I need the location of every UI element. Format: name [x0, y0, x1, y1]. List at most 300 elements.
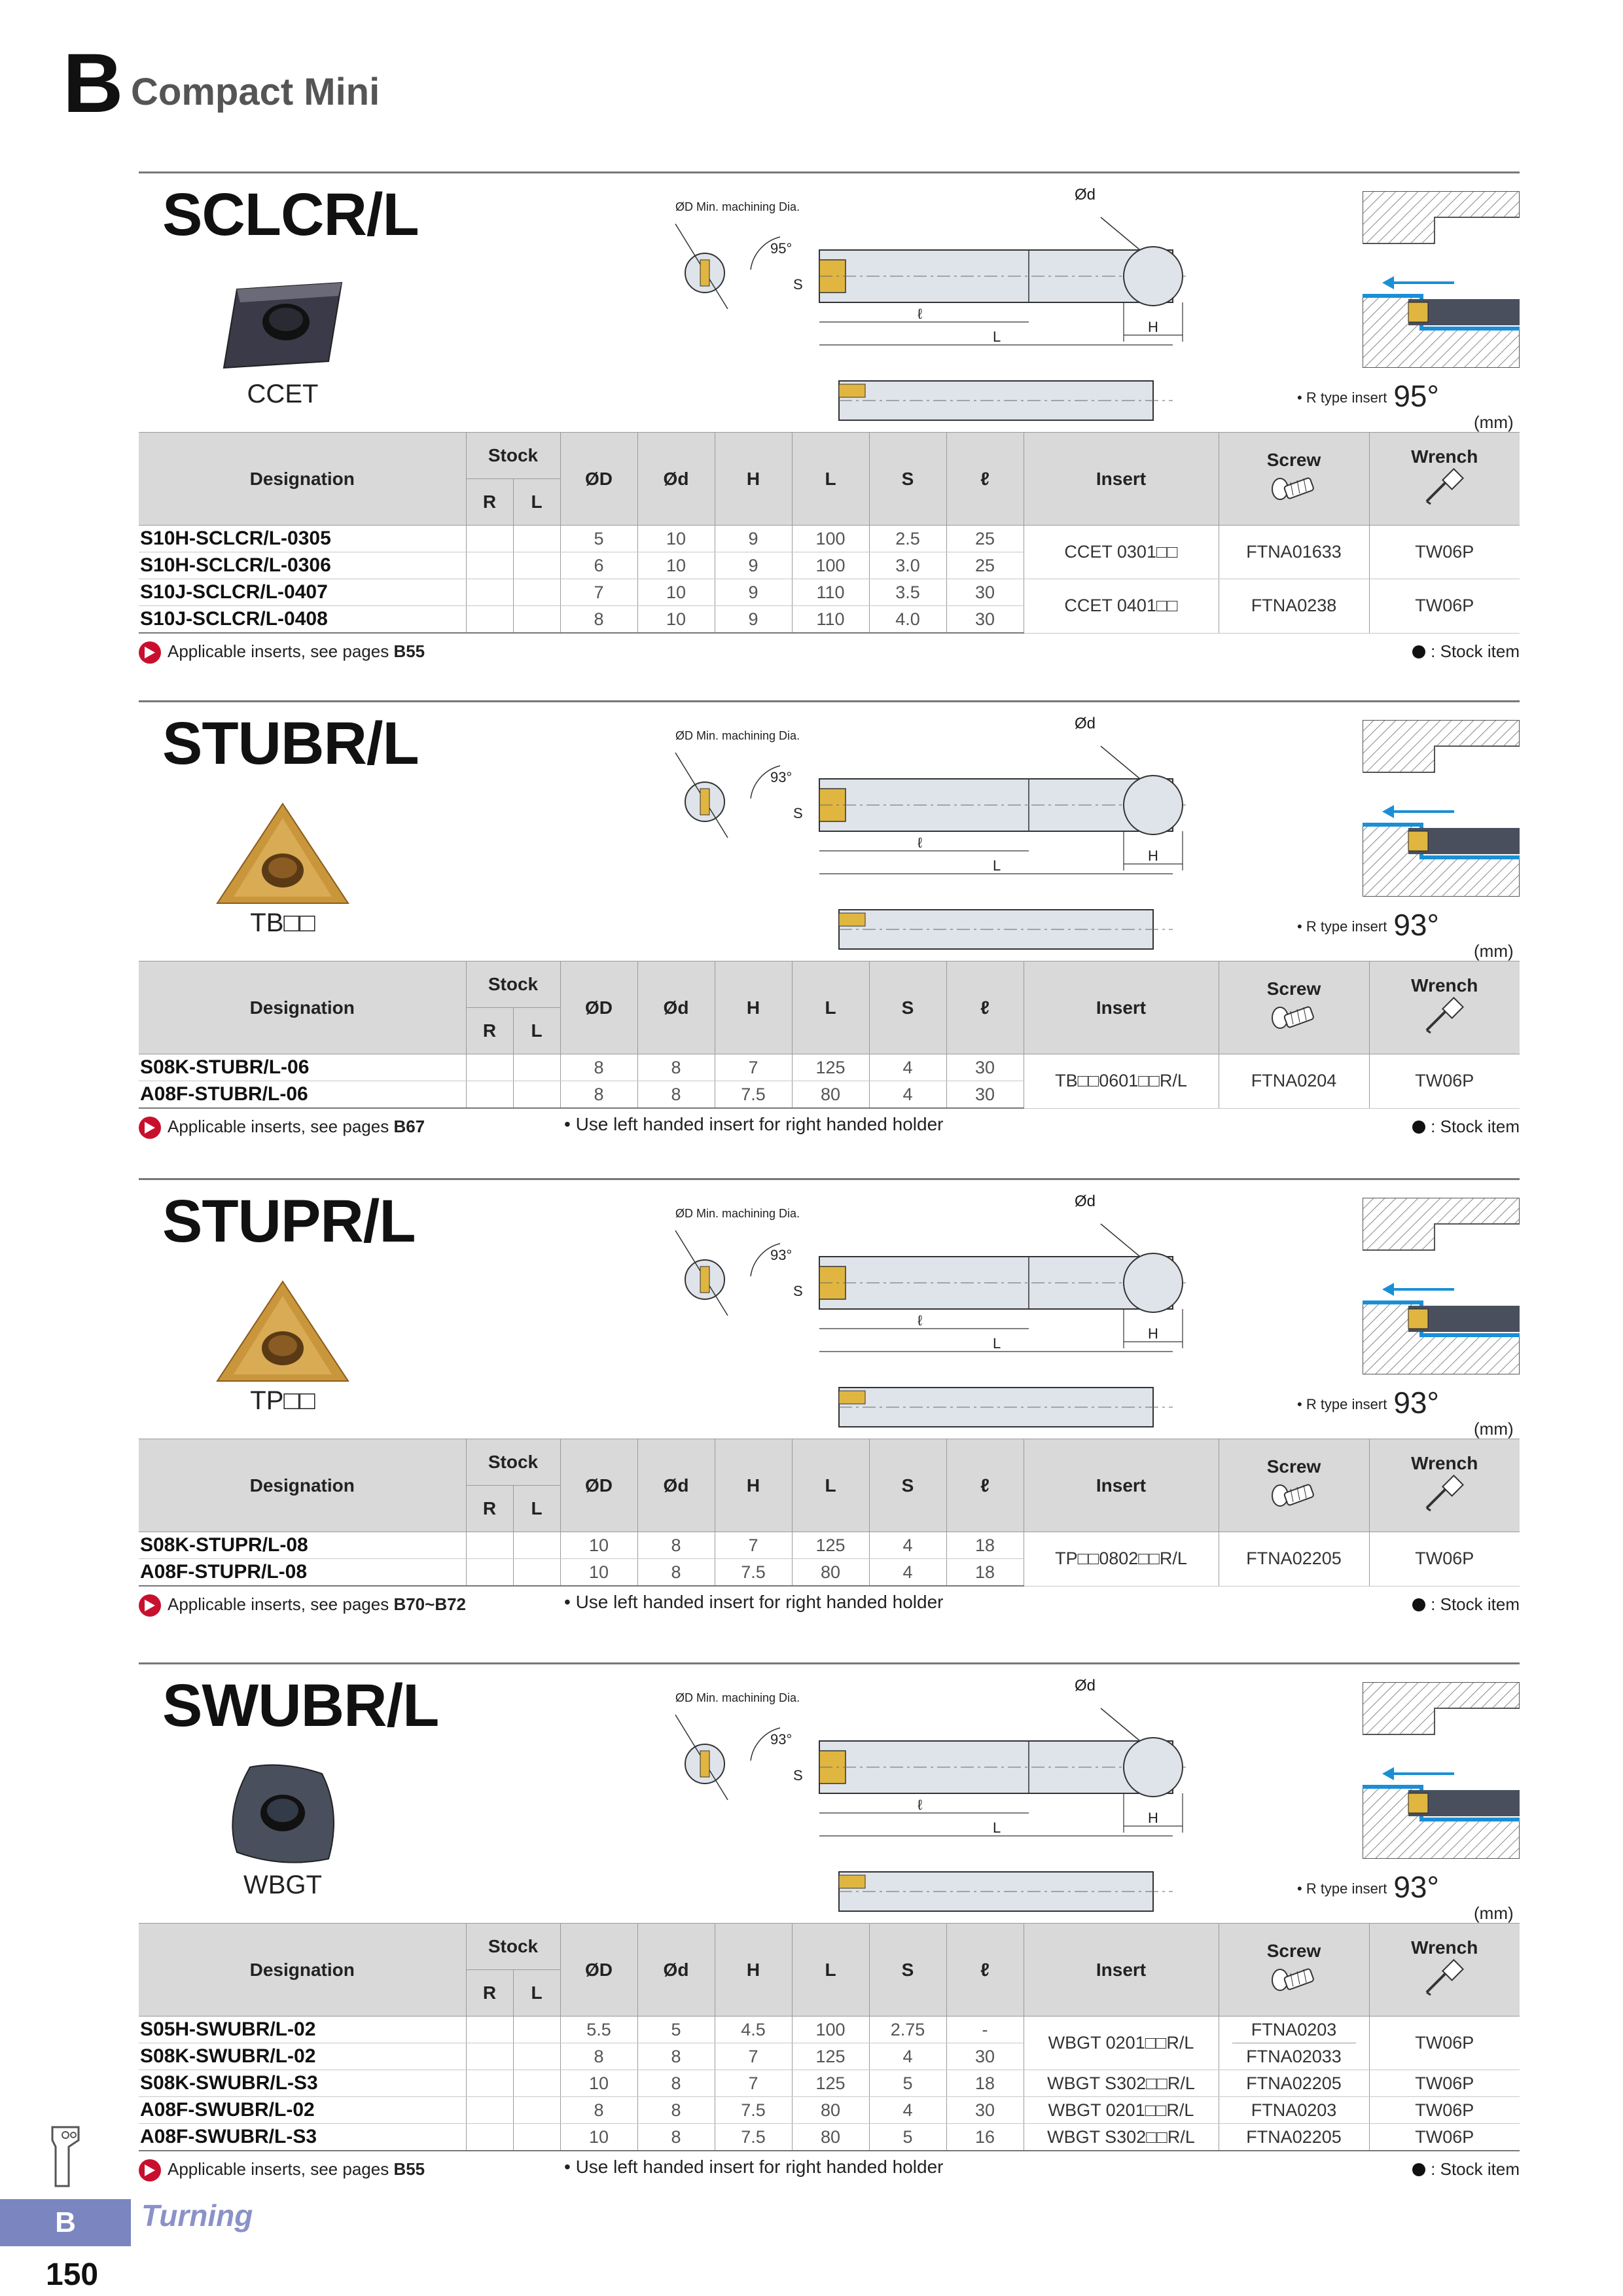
od-cell: 8: [560, 1081, 637, 1109]
shank-dia-cell: 5: [637, 2017, 715, 2043]
svg-text:H: H: [1148, 319, 1158, 335]
applicable-inserts-link[interactable]: Applicable inserts, see pages B55: [139, 2159, 425, 2181]
stock-r-header: R: [466, 1008, 513, 1054]
height-cell: 4.5: [715, 2017, 792, 2043]
insert-image: [211, 1761, 355, 1872]
page-reference: B67: [393, 1117, 425, 1136]
insert-header: Insert: [1024, 433, 1219, 526]
height-header: H: [715, 1439, 792, 1532]
screw-header: Screw: [1219, 1924, 1369, 2017]
spec-table: [139, 1439, 1520, 1587]
l-header: ℓ: [946, 961, 1024, 1054]
l-cell: -: [946, 2017, 1024, 2043]
insert-cell: WBGT 0201□□R/L: [1024, 2097, 1219, 2124]
wrench-header: Wrench: [1369, 961, 1520, 1054]
designation-cell: S10J-SCLCR/L-0408: [139, 606, 466, 634]
svg-text:L: L: [993, 1335, 1001, 1352]
l-cell: 18: [946, 1559, 1024, 1587]
height-cell: 7.5: [715, 2097, 792, 2124]
s-cell: 3.0: [869, 552, 946, 579]
r-type-note: • R type insert 95°: [1297, 379, 1439, 413]
svg-text:S: S: [793, 1767, 803, 1784]
wrench-cell: TW06P: [1369, 579, 1520, 634]
svg-text:L: L: [993, 329, 1001, 345]
designation-cell: S08K-SWUBR/L-02: [139, 2043, 466, 2070]
shank-dia-cell: 10: [637, 526, 715, 552]
category-label: Turning: [141, 2198, 253, 2233]
insert-image: [211, 270, 355, 381]
insert-cell: CCET 0401□□: [1024, 579, 1219, 634]
model-title: STUBR/L: [162, 710, 419, 777]
screw-header: Screw: [1219, 1439, 1369, 1532]
insert-name: TB□□: [250, 908, 315, 937]
svg-text:H: H: [1148, 1325, 1158, 1342]
s-cell: 5: [869, 2124, 946, 2151]
insert-cell: TB□□0601□□R/L: [1024, 1054, 1219, 1109]
svg-text:S: S: [793, 805, 803, 821]
s-cell: 3.5: [869, 579, 946, 606]
od-cell: 10: [560, 2070, 637, 2097]
height-cell: 9: [715, 526, 792, 552]
insert-cell: CCET 0301□□: [1024, 526, 1219, 579]
l-cell: 30: [946, 2097, 1024, 2124]
stock-legend: : Stock item: [1412, 1117, 1520, 1137]
length-cell: 100: [792, 526, 869, 552]
chapter-tab[interactable]: B: [0, 2199, 131, 2246]
application-diagram: [1363, 191, 1520, 368]
od-cell: 8: [560, 1054, 637, 1081]
height-cell: 9: [715, 579, 792, 606]
length-cell: 125: [792, 1054, 869, 1081]
min-dia-label: ØD Min. machining Dia.: [675, 200, 800, 213]
od-cell: 8: [560, 606, 637, 634]
arrow-right-icon: [139, 1117, 161, 1139]
stock-l-header: L: [513, 479, 560, 526]
designation-cell: S08K-STUBR/L-06: [139, 1054, 466, 1081]
screw-icon: [1219, 999, 1369, 1037]
designation-cell: A08F-SWUBR/L-S3: [139, 2124, 466, 2151]
designation-header: Designation: [139, 961, 466, 1054]
shank-dia-label: Ød: [1075, 1677, 1096, 1695]
handedness-note: • Use left handed insert for right handed holder: [564, 1592, 944, 1612]
stock-r-cell: [466, 606, 513, 634]
unit-label: (mm): [1474, 941, 1514, 961]
designation-cell: S10H-SCLCR/L-0305: [139, 526, 466, 552]
screw-cell: FTNA02205: [1219, 2070, 1369, 2097]
wrench-icon: [1370, 467, 1520, 511]
height-cell: 7.5: [715, 2124, 792, 2151]
stock-header: Stock: [466, 961, 560, 1008]
stock-dot-icon: [1412, 2163, 1425, 2176]
l-cell: 30: [946, 579, 1024, 606]
wrench-icon: [1370, 996, 1520, 1040]
height-cell: 9: [715, 606, 792, 634]
min-dia-label: ØD Min. machining Dia.: [675, 1207, 800, 1220]
svg-text:ℓ: ℓ: [918, 834, 923, 851]
s-cell: 4: [869, 1559, 946, 1587]
table-row: [139, 1532, 1520, 1559]
svg-text:ℓ: ℓ: [918, 306, 923, 322]
table-row: [139, 2097, 1520, 2124]
svg-text:L: L: [993, 1820, 1001, 1836]
insert-header: Insert: [1024, 961, 1219, 1054]
stock-dot-icon: [1412, 645, 1425, 658]
svg-text:S: S: [793, 1283, 803, 1299]
unit-label: (mm): [1474, 1903, 1514, 1923]
spec-table: [139, 1923, 1520, 2151]
stock-r-cell: [466, 2017, 513, 2043]
wrench-icon: [1370, 1958, 1520, 2002]
insert-header: Insert: [1024, 1439, 1219, 1532]
s-cell: 4: [869, 1081, 946, 1109]
stock-l-cell: [513, 526, 560, 552]
table-row: [139, 526, 1520, 552]
wrench-cell: TW06P: [1369, 2017, 1520, 2070]
shank-dia-cell: 8: [637, 2043, 715, 2070]
application-diagram: [1363, 720, 1520, 897]
page-reference: B55: [393, 641, 425, 661]
od-cell: 7: [560, 579, 637, 606]
shank-dia-cell: 8: [637, 1532, 715, 1559]
designation-header: Designation: [139, 1439, 466, 1532]
screw-icon: [1219, 1477, 1369, 1515]
s-cell: 4: [869, 1532, 946, 1559]
designation-cell: A08F-SWUBR/L-02: [139, 2097, 466, 2124]
shank-dia-cell: 8: [637, 2070, 715, 2097]
stock-r-header: R: [466, 1486, 513, 1532]
insert-cell: WBGT S302□□R/L: [1024, 2070, 1219, 2097]
table-row: [139, 2070, 1520, 2097]
length-cell: 100: [792, 552, 869, 579]
insert-cell: TP□□0802□□R/L: [1024, 1532, 1219, 1587]
insert-name: CCET: [247, 380, 319, 408]
shank-cross-section: [1088, 1695, 1219, 1869]
height-cell: 7.5: [715, 1081, 792, 1109]
stock-legend: : Stock item: [1412, 1594, 1520, 1615]
table-row: [139, 2124, 1520, 2151]
shank-dia-cell: 10: [637, 552, 715, 579]
section-divider: [139, 700, 1520, 702]
s-header: S: [869, 1439, 946, 1532]
arrow-right-icon: [139, 1594, 161, 1617]
stock-l-cell: [513, 606, 560, 634]
r-type-note: • R type insert 93°: [1297, 1870, 1439, 1904]
height-cell: 7.5: [715, 1559, 792, 1587]
stock-l-cell: [513, 2097, 560, 2124]
min-dia-label: ØD Min. machining Dia.: [675, 729, 800, 742]
l-cell: 25: [946, 526, 1024, 552]
length-cell: 125: [792, 2070, 869, 2097]
s-header: S: [869, 1924, 946, 2017]
designation-cell: A08F-STUPR/L-08: [139, 1559, 466, 1587]
l-cell: 30: [946, 606, 1024, 634]
stock-l-cell: [513, 1559, 560, 1587]
od-cell: 10: [560, 1559, 637, 1587]
stock-header: Stock: [466, 1924, 560, 1970]
stock-l-cell: [513, 579, 560, 606]
od-cell: 5.5: [560, 2017, 637, 2043]
svg-text:L: L: [993, 857, 1001, 874]
l-cell: 30: [946, 1081, 1024, 1109]
l-header: ℓ: [946, 1439, 1024, 1532]
od-cell: 5: [560, 526, 637, 552]
svg-text:S: S: [793, 276, 803, 293]
spec-table: [139, 432, 1520, 634]
stock-r-cell: [466, 552, 513, 579]
shank-dia-header: Ød: [637, 961, 715, 1054]
insert-cell: WBGT S302□□R/L: [1024, 2124, 1219, 2151]
product-section-3: [139, 1178, 1520, 1689]
length-cell: 100: [792, 2017, 869, 2043]
height-header: H: [715, 433, 792, 526]
screw-header: Screw: [1219, 961, 1369, 1054]
od-header: ØD: [560, 1439, 637, 1532]
application-diagram: [1363, 1682, 1520, 1859]
applicable-inserts-link[interactable]: Applicable inserts, see pages B67: [139, 1117, 425, 1139]
stock-r-cell: [466, 1559, 513, 1587]
wrench-cell: TW06P: [1369, 2097, 1520, 2124]
stock-r-cell: [466, 1054, 513, 1081]
od-cell: 6: [560, 552, 637, 579]
height-header: H: [715, 961, 792, 1054]
screw-cell: FTNA02205: [1219, 2124, 1369, 2151]
designation-header: Designation: [139, 1924, 466, 2017]
product-section-2: [139, 700, 1520, 1211]
shank-cross-section: [1088, 733, 1219, 906]
designation-cell: A08F-STUBR/L-06: [139, 1081, 466, 1109]
s-cell: 4: [869, 2097, 946, 2124]
screw-cell: FTNA02205: [1219, 1532, 1369, 1587]
screw-value: FTNA02033: [1246, 2047, 1342, 2066]
designation-cell: S08K-STUPR/L-08: [139, 1532, 466, 1559]
svg-text:H: H: [1148, 848, 1158, 864]
stock-dot-icon: [1412, 1121, 1425, 1134]
shank-dia-cell: 10: [637, 579, 715, 606]
svg-text:93°: 93°: [770, 1247, 793, 1263]
insert-image: [211, 1276, 355, 1388]
stock-r-cell: [466, 2070, 513, 2097]
model-title: SCLCR/L: [162, 181, 419, 248]
min-dia-label: ØD Min. machining Dia.: [675, 1691, 800, 1704]
arrow-right-icon: [139, 641, 161, 664]
page-reference: B55: [393, 2159, 425, 2179]
svg-text:ℓ: ℓ: [918, 1797, 923, 1813]
model-title: STUPR/L: [162, 1188, 416, 1255]
handedness-note: • Use left handed insert for right handed holder: [564, 2157, 944, 2177]
od-header: ØD: [560, 961, 637, 1054]
l-header: ℓ: [946, 1924, 1024, 2017]
shank-dia-cell: 10: [637, 606, 715, 634]
insert-cell: WBGT 0201□□R/L: [1024, 2017, 1219, 2070]
height-cell: 7: [715, 1054, 792, 1081]
r-type-note: • R type insert 93°: [1297, 908, 1439, 942]
height-cell: 9: [715, 552, 792, 579]
shank-dia-cell: 8: [637, 1081, 715, 1109]
s-cell: 5: [869, 2070, 946, 2097]
stock-dot-icon: [1412, 1598, 1425, 1611]
length-header: L: [792, 433, 869, 526]
stock-l-cell: [513, 1532, 560, 1559]
turning-tool-icon: [39, 2121, 111, 2193]
stock-l-cell: [513, 2070, 560, 2097]
screw-header: Screw: [1219, 433, 1369, 526]
designation-cell: S08K-SWUBR/L-S3: [139, 2070, 466, 2097]
product-section-4: [139, 1662, 1520, 2179]
stock-r-cell: [466, 1532, 513, 1559]
stock-l-cell: [513, 1054, 560, 1081]
stock-l-cell: [513, 552, 560, 579]
svg-text:93°: 93°: [770, 769, 793, 785]
table-row: [139, 579, 1520, 606]
stock-r-cell: [466, 1081, 513, 1109]
stock-l-cell: [513, 1081, 560, 1109]
table-row: [139, 1054, 1520, 1081]
shank-dia-header: Ød: [637, 1924, 715, 2017]
wrench-icon: [1370, 1474, 1520, 1518]
l-cell: 16: [946, 2124, 1024, 2151]
height-cell: 7: [715, 2043, 792, 2070]
length-cell: 80: [792, 1081, 869, 1109]
unit-label: (mm): [1474, 412, 1514, 432]
stock-header: Stock: [466, 1439, 560, 1486]
screw-icon: [1219, 1962, 1369, 1999]
stock-l-cell: [513, 2043, 560, 2070]
od-header: ØD: [560, 433, 637, 526]
wrench-cell: TW06P: [1369, 2124, 1520, 2151]
page-number: 150: [46, 2257, 99, 2292]
l-cell: 25: [946, 552, 1024, 579]
insert-name: WBGT: [243, 1871, 322, 1899]
length-cell: 110: [792, 579, 869, 606]
stock-legend: : Stock item: [1412, 2159, 1520, 2179]
height-cell: 7: [715, 1532, 792, 1559]
insert-image: [211, 798, 355, 910]
od-cell: 8: [560, 2043, 637, 2070]
model-title: SWUBR/L: [162, 1672, 439, 1739]
svg-text:H: H: [1148, 1810, 1158, 1826]
stock-r-header: R: [466, 479, 513, 526]
section-divider: [139, 171, 1520, 173]
stock-r-cell: [466, 2124, 513, 2151]
stock-l-header: L: [513, 1486, 560, 1532]
stock-r-cell: [466, 2043, 513, 2070]
shank-cross-section: [1088, 204, 1219, 378]
shank-dia-header: Ød: [637, 433, 715, 526]
approach-angle: 93°: [1393, 1386, 1439, 1420]
od-cell: 8: [560, 2097, 637, 2124]
page-reference: B70~B72: [393, 1594, 467, 1614]
insert-name: TP□□: [250, 1386, 315, 1415]
shank-dia-label: Ød: [1075, 1193, 1096, 1210]
wrench-header: Wrench: [1369, 1924, 1520, 2017]
height-header: H: [715, 1924, 792, 2017]
shank-dia-cell: 8: [637, 2124, 715, 2151]
length-cell: 125: [792, 2043, 869, 2070]
svg-text:ℓ: ℓ: [918, 1312, 923, 1329]
screw-cell: FTNA0203: [1219, 2097, 1369, 2124]
l-cell: 18: [946, 1532, 1024, 1559]
table-row: [139, 2017, 1520, 2043]
screw-cell: FTNA01633: [1219, 526, 1369, 579]
shank-dia-label: Ød: [1075, 186, 1096, 204]
stock-r-cell: [466, 2097, 513, 2124]
s-header: S: [869, 961, 946, 1054]
stock-l-header: L: [513, 1008, 560, 1054]
length-cell: 80: [792, 1559, 869, 1587]
s-cell: 2.5: [869, 526, 946, 552]
stock-legend: : Stock item: [1412, 641, 1520, 662]
length-header: L: [792, 1924, 869, 2017]
s-header: S: [869, 433, 946, 526]
s-cell: 2.75: [869, 2017, 946, 2043]
length-cell: 80: [792, 2124, 869, 2151]
screw-cell: FTNA0204: [1219, 1054, 1369, 1109]
approach-angle: 93°: [1393, 908, 1439, 942]
shank-dia-header: Ød: [637, 1439, 715, 1532]
product-section-1: [139, 171, 1520, 682]
stock-l-cell: [513, 2124, 560, 2151]
length-header: L: [792, 961, 869, 1054]
designation-cell: S10J-SCLCR/L-0407: [139, 579, 466, 606]
length-header: L: [792, 1439, 869, 1532]
arrow-right-icon: [139, 2159, 161, 2181]
applicable-inserts-link[interactable]: Applicable inserts, see pages B55: [139, 641, 425, 664]
handedness-note: • Use left handed insert for right handed holder: [564, 1114, 944, 1134]
l-header: ℓ: [946, 433, 1024, 526]
wrench-header: Wrench: [1369, 433, 1520, 526]
length-cell: 125: [792, 1532, 869, 1559]
screw-cell: [1219, 2017, 1369, 2070]
shank-cross-section: [1088, 1211, 1219, 1384]
insert-header: Insert: [1024, 1924, 1219, 2017]
stock-r-cell: [466, 579, 513, 606]
shank-dia-label: Ød: [1075, 715, 1096, 732]
page-title: Compact Mini: [131, 71, 380, 113]
chapter-letter: B: [63, 37, 124, 130]
l-cell: 18: [946, 2070, 1024, 2097]
wrench-cell: TW06P: [1369, 1532, 1520, 1587]
l-cell: 30: [946, 1054, 1024, 1081]
height-cell: 7: [715, 2070, 792, 2097]
wrench-cell: TW06P: [1369, 2070, 1520, 2097]
length-cell: 110: [792, 606, 869, 634]
application-diagram: [1363, 1198, 1520, 1374]
wrench-header: Wrench: [1369, 1439, 1520, 1532]
svg-text:93°: 93°: [770, 1731, 793, 1748]
screw-cell: FTNA0238: [1219, 579, 1369, 634]
shank-dia-cell: 8: [637, 1559, 715, 1587]
applicable-inserts-link[interactable]: Applicable inserts, see pages B70~B72: [139, 1594, 466, 1617]
designation-header: Designation: [139, 433, 466, 526]
od-cell: 10: [560, 1532, 637, 1559]
designation-cell: S10H-SCLCR/L-0306: [139, 552, 466, 579]
svg-text:95°: 95°: [770, 240, 793, 257]
designation-cell: S05H-SWUBR/L-02: [139, 2017, 466, 2043]
approach-angle: 93°: [1393, 1870, 1439, 1904]
wrench-cell: TW06P: [1369, 1054, 1520, 1109]
length-cell: 80: [792, 2097, 869, 2124]
spec-table: [139, 961, 1520, 1109]
unit-label: (mm): [1474, 1419, 1514, 1439]
s-cell: 4: [869, 2043, 946, 2070]
approach-angle: 95°: [1393, 379, 1439, 413]
section-divider: [139, 1662, 1520, 1664]
screw-value: FTNA0203: [1232, 2017, 1356, 2043]
stock-header: Stock: [466, 433, 560, 479]
stock-l-header: L: [513, 1970, 560, 2017]
stock-l-cell: [513, 2017, 560, 2043]
stock-r-cell: [466, 526, 513, 552]
